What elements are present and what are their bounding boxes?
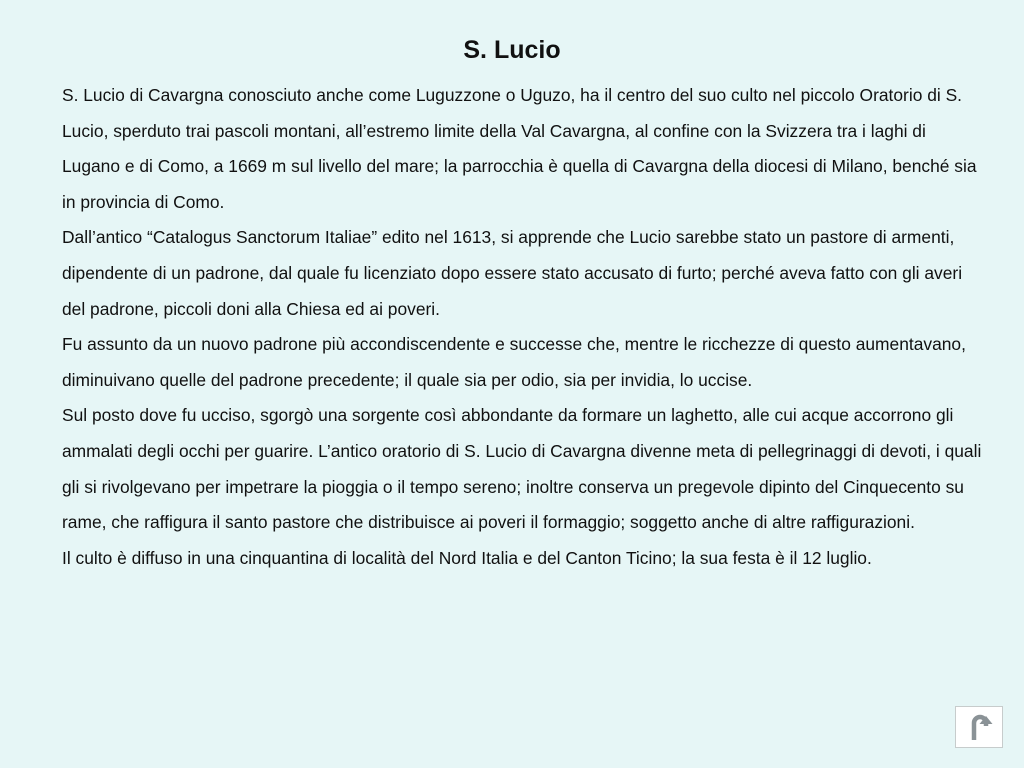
paragraph-cult: Il culto è diffuso in una cinquantina di località del Nord Italia e del Canton Ticino; la sua festa è il 12 luglio. (62, 547, 872, 568)
paragraph-catalogus: Dall’antico “Catalogus Sanctorum Italiae” edito nel 1613, si apprende che Lucio sarebbe stato un pastore di armenti, dipendente di un padrone, dal quale fu licenziato dopo essere stato accusato di furto; perché aveva fatto con gli averi del padrone, piccoli doni alla Chiesa ed ai poveri. (62, 227, 963, 319)
slide-body (62, 78, 982, 576)
slide-title: S. Lucio (463, 36, 561, 64)
paragraph-spring: Sul posto dove fu ucciso, sgorgò una sorgente così abbondante da formare un laghetto, alle cui acque accorrono gli ammalati degli occhi per guarire. L’antico oratorio di S. Lucio di Cavargna divenne meta di pellegrinaggi di devoti, i quali gli si rivolgevano per impetrare la pioggia o il tempo sereno; inoltre conserva un pregevole dipinto del Cinquecento su rame, che raffigura il santo pastore che distribuisce ai poveri il formaggio; soggetto anche di altre raffigurazioni. (62, 405, 982, 533)
u-turn-back-arrow-icon (964, 712, 994, 742)
paragraph-new-master: Fu assunto da un nuovo padrone più accondiscendente e successe che, mentre le ricchezze di questo aumentavano, diminuivano quelle del padrone precedente; il quale sia per odio, sia per invidia, lo uccise. (62, 334, 966, 390)
paragraph-origin: S. Lucio di Cavargna conosciuto anche come Luguzzone o Uguzo, ha il centro del suo culto nel piccolo Oratorio di S. Lucio, sperduto trai pascoli montani, all’estremo limite della Val Cavargna, al confine con la Svizzera tra i laghi di Lugano e di Como, a 1669 m sul livello del mare; la parrocchia è quella di Cavargna della diocesi di Milano, benché sia in provincia di Como. (62, 85, 977, 212)
back-button[interactable] (955, 706, 1003, 748)
